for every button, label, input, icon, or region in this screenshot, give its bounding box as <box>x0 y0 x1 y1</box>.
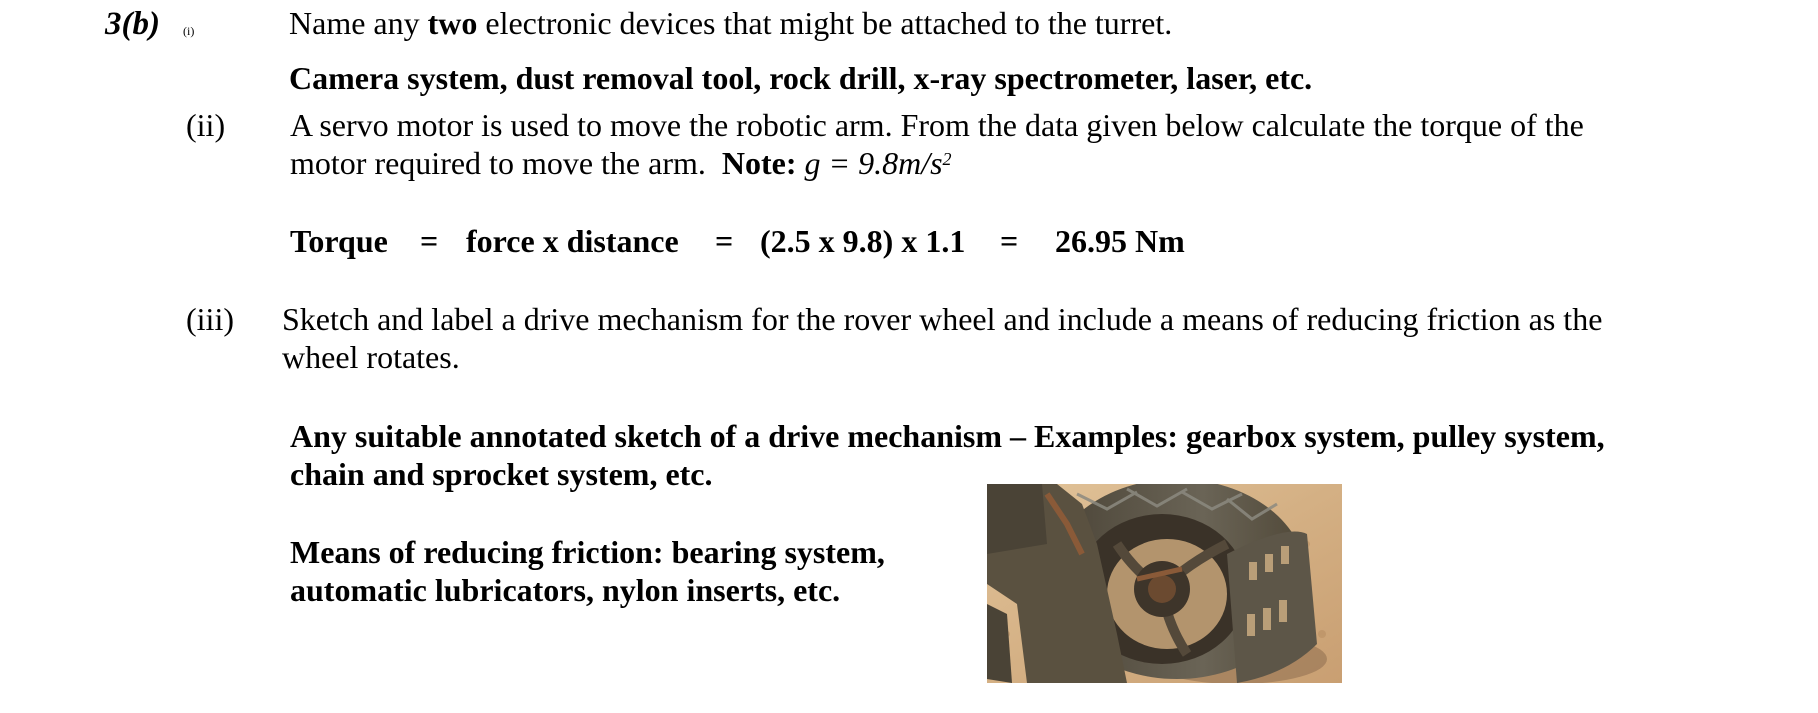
note-label: Note: <box>721 145 797 181</box>
part-iii-prompt-line2: wheel rotates. <box>282 339 460 375</box>
part-ii-label: (ii) <box>186 107 226 143</box>
part-iii-label: (iii) <box>186 301 234 337</box>
part-ii-prompt-line1: A servo motor is used to move the robotic arm. From the data given below calculate the torque of the <box>290 107 1584 143</box>
gravity-formula: g = 9.8m/s <box>804 145 943 181</box>
eq-term-force-distance: force x distance <box>466 223 679 259</box>
rover-wheel-image <box>987 484 1342 683</box>
part-ii-prompt-line2 <box>290 144 952 182</box>
formula-exponent: 2 <box>942 149 952 169</box>
torque-equation <box>290 222 1185 260</box>
eq-equals-1: = <box>420 223 439 259</box>
eq-term-result: 26.95 Nm <box>1055 223 1185 259</box>
friction-line1: Means of reducing friction: bearing system, <box>290 534 885 570</box>
part-i-label: (i) <box>183 24 195 38</box>
part-ii-prompt-text: motor required to move the arm. <box>290 145 722 181</box>
part-iii-answer-line2: chain and sprocket system, etc. <box>290 456 713 492</box>
part-i-prompt-before: Name any <box>289 5 428 41</box>
part-i-prompt <box>289 4 1172 42</box>
part-i-prompt-after: electronic devices that might be attached to the turret. <box>477 5 1173 41</box>
rover-wheel-photo <box>987 484 1342 683</box>
part-iii-answer-line1: Any suitable annotated sketch of a drive mechanism – Examples: gearbox system, pulley system, <box>290 418 1605 454</box>
eq-equals-3: = <box>1000 223 1019 259</box>
part-i-answer: Camera system, dust removal tool, rock drill, x-ray spectrometer, laser, etc. <box>289 60 1313 96</box>
part-i-prompt-bold: two <box>427 5 478 41</box>
friction-line2: automatic lubricators, nylon inserts, etc. <box>290 572 841 608</box>
part-iii-prompt-line1: Sketch and label a drive mechanism for the rover wheel and include a means of reducing friction as the <box>282 301 1603 337</box>
question-number: 3(b) <box>105 6 160 42</box>
eq-equals-2: = <box>715 223 734 259</box>
eq-term-calculation: (2.5 x 9.8) x 1.1 <box>760 223 966 259</box>
eq-term-torque: Torque <box>290 223 388 259</box>
